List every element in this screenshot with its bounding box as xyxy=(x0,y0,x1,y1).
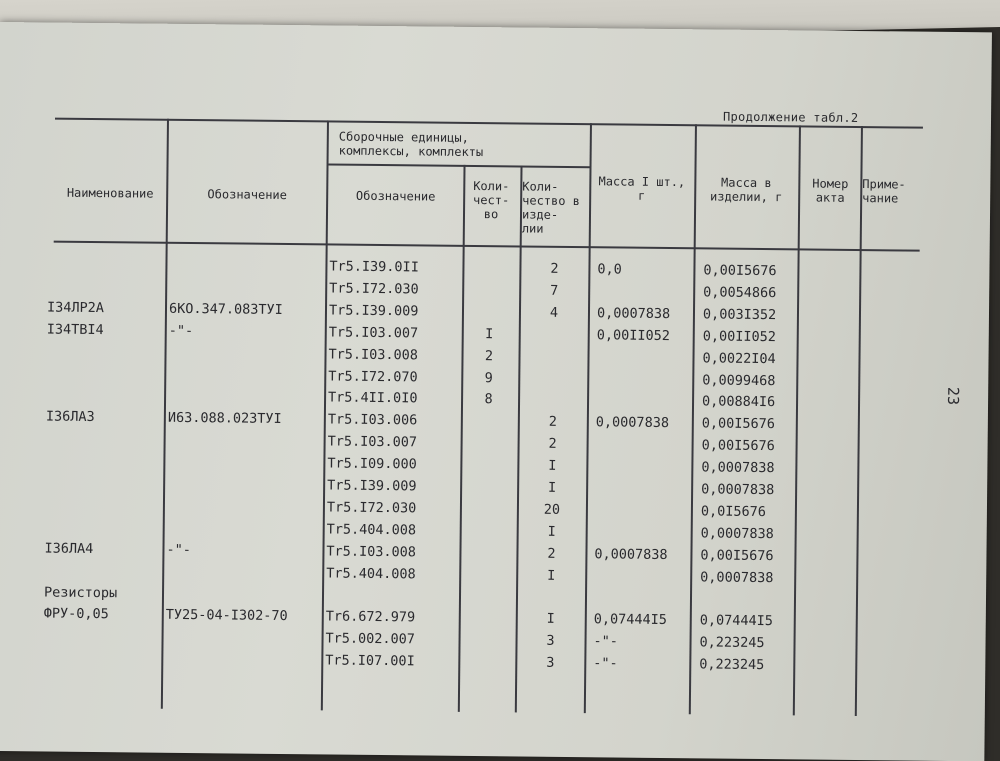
cell-assembly-designation: Tr5.404.008 xyxy=(327,521,417,538)
cell-name: I34ЛР2А xyxy=(47,299,104,316)
cell-assembly-designation: Tr5.I72.030 xyxy=(329,280,419,297)
header-quantity: Коли- чест- во xyxy=(466,179,516,222)
cell-mass-product: 0,07444I5 xyxy=(700,613,773,630)
cell-name: Резисторы xyxy=(44,584,117,601)
cell-quantity-in-product: I xyxy=(521,479,583,496)
cell-assembly-designation: Tr5.I03.007 xyxy=(328,434,418,451)
cell-assembly-designation: Tr5.I39.009 xyxy=(329,302,419,319)
header-note: Приме- чание xyxy=(862,177,920,206)
cell-quantity: 9 xyxy=(466,369,511,385)
cell-quantity-in-product xyxy=(522,392,584,393)
cell-mass-unit: 0,07444I5 xyxy=(594,612,667,629)
cell-name: ФРУ-0,05 xyxy=(44,606,109,623)
cell-assembly-designation: Tr5.I39.0II xyxy=(329,258,419,275)
cell-quantity-in-product: 2 xyxy=(522,436,584,453)
cell-assembly-designation: Tr6.672.979 xyxy=(326,609,416,626)
cell-designation: ТУ25-04-I302-70 xyxy=(166,607,288,624)
cell-quantity-in-product: I xyxy=(521,523,583,540)
cell-mass-unit: -"- xyxy=(593,655,618,671)
cell-mass-product: 0,0007838 xyxy=(701,459,774,476)
cell-quantity-in-product: I xyxy=(521,458,583,475)
header-name: Наименование xyxy=(54,186,166,201)
column-divider xyxy=(458,165,466,712)
cell-mass-product: 0,0007838 xyxy=(701,525,774,542)
column-divider xyxy=(689,124,697,714)
cell-quantity-in-product: 4 xyxy=(523,304,585,321)
cell-assembly-designation: Tr5.404.008 xyxy=(326,565,416,582)
cell-assembly-designation: Tr5.I39.009 xyxy=(327,477,417,494)
cell-quantity-in-product: 2 xyxy=(522,414,584,431)
table-caption: Продолжение табл.2 xyxy=(723,110,859,125)
cell-assembly-designation: Tr5.I09.000 xyxy=(327,456,417,473)
cell-quantity: 8 xyxy=(466,391,511,407)
cell-designation: -"- xyxy=(166,541,191,557)
cell-quantity-in-product xyxy=(523,326,585,327)
cell-quantity: 2 xyxy=(466,347,511,363)
cell-mass-product: 0,00II052 xyxy=(703,328,776,345)
cell-mass-unit: 0,00II052 xyxy=(597,327,670,344)
cell-quantity-in-product xyxy=(520,589,582,590)
cell-designation: -"- xyxy=(169,322,194,338)
cell-mass-product: 0,223245 xyxy=(699,657,764,674)
cell-mass-product: 0,003I352 xyxy=(703,306,776,323)
cell-mass-unit: 0,0007838 xyxy=(597,305,670,322)
cell-quantity-in-product: I xyxy=(520,567,582,584)
column-divider xyxy=(793,125,801,715)
document-page xyxy=(0,22,992,761)
cell-assembly-designation: Tr5.I72.070 xyxy=(328,368,418,385)
page-number: 23 xyxy=(944,387,962,405)
cell-quantity-in-product: 2 xyxy=(520,545,582,562)
cell-quantity-in-product: 3 xyxy=(519,633,581,650)
assembly-group-rule xyxy=(329,163,591,168)
cell-name: I36ЛА3 xyxy=(46,409,95,426)
cell-assembly-designation: Tr5.I72.030 xyxy=(327,499,417,516)
header-mass-product: Масса в изделии, г xyxy=(698,175,794,204)
cell-mass-product: 0,0022I04 xyxy=(702,350,775,367)
cell-assembly-designation: Tr5.4II.0I0 xyxy=(328,390,418,407)
cell-quantity-in-product xyxy=(523,348,585,349)
cell-assembly-designation: Tr5.I07.00I xyxy=(325,653,415,670)
cell-mass-product: 0,00884I6 xyxy=(702,394,775,411)
cell-mass-product: 0,0054866 xyxy=(703,284,776,301)
cell-mass-product: 0,0099468 xyxy=(702,372,775,389)
header-assembly-group: Сборочные единицы, комплексы, комплекты xyxy=(339,130,544,160)
cell-mass-product: 0,00I5676 xyxy=(702,438,775,455)
cell-mass-unit: -"- xyxy=(593,634,618,650)
header-mass-unit: Масса I шт., г xyxy=(594,174,689,203)
header-quantity-in-product: Коли- чество в изде- лии xyxy=(522,179,587,236)
header-designation: Обозначение xyxy=(168,187,326,203)
cell-mass-unit: 0,0007838 xyxy=(596,415,669,432)
cell-quantity-in-product: I xyxy=(520,611,582,628)
cell-quantity-in-product: 20 xyxy=(521,501,583,518)
cell-mass-unit: 0,0 xyxy=(597,261,622,277)
cell-assembly-designation: Tr5.I03.007 xyxy=(329,324,419,341)
cell-mass-product: 0,0I5676 xyxy=(701,503,766,520)
cell-quantity-in-product xyxy=(522,370,584,371)
cell-designation: И63.088.023ТУI xyxy=(168,410,282,427)
cell-mass-product: 0,223245 xyxy=(699,635,764,652)
cell-mass-product: 0,00I5676 xyxy=(703,262,776,279)
cell-quantity: I xyxy=(467,326,512,342)
cell-quantity-in-product: 2 xyxy=(523,260,585,277)
header-assembly-designation: Обозначение xyxy=(328,188,463,203)
cell-designation: 6КО.347.083ТУI xyxy=(169,301,283,318)
cell-mass-unit: 0,0007838 xyxy=(594,546,667,563)
header-act-number: Номер акта xyxy=(801,176,859,205)
cell-mass-product: 0,0007838 xyxy=(701,481,774,498)
cell-mass-product: 0,00I5676 xyxy=(700,547,773,564)
cell-name: I34ТВI4 xyxy=(47,321,104,338)
cell-name: I36ЛА4 xyxy=(44,540,93,557)
cell-quantity-in-product: 7 xyxy=(523,282,585,299)
cell-mass-product: 0,00I5676 xyxy=(702,416,775,433)
column-divider xyxy=(855,126,863,716)
cell-quantity-in-product: 3 xyxy=(519,655,581,672)
cell-assembly-designation: Tr5.I03.008 xyxy=(328,346,418,363)
cell-mass-product: 0,0007838 xyxy=(700,569,773,586)
cell-assembly-designation: Tr5.002.007 xyxy=(325,631,415,648)
header-bottom-rule xyxy=(54,241,920,252)
cell-assembly-designation: Tr5.I03.006 xyxy=(328,412,418,429)
cell-assembly-designation: Tr5.I03.008 xyxy=(326,543,416,560)
